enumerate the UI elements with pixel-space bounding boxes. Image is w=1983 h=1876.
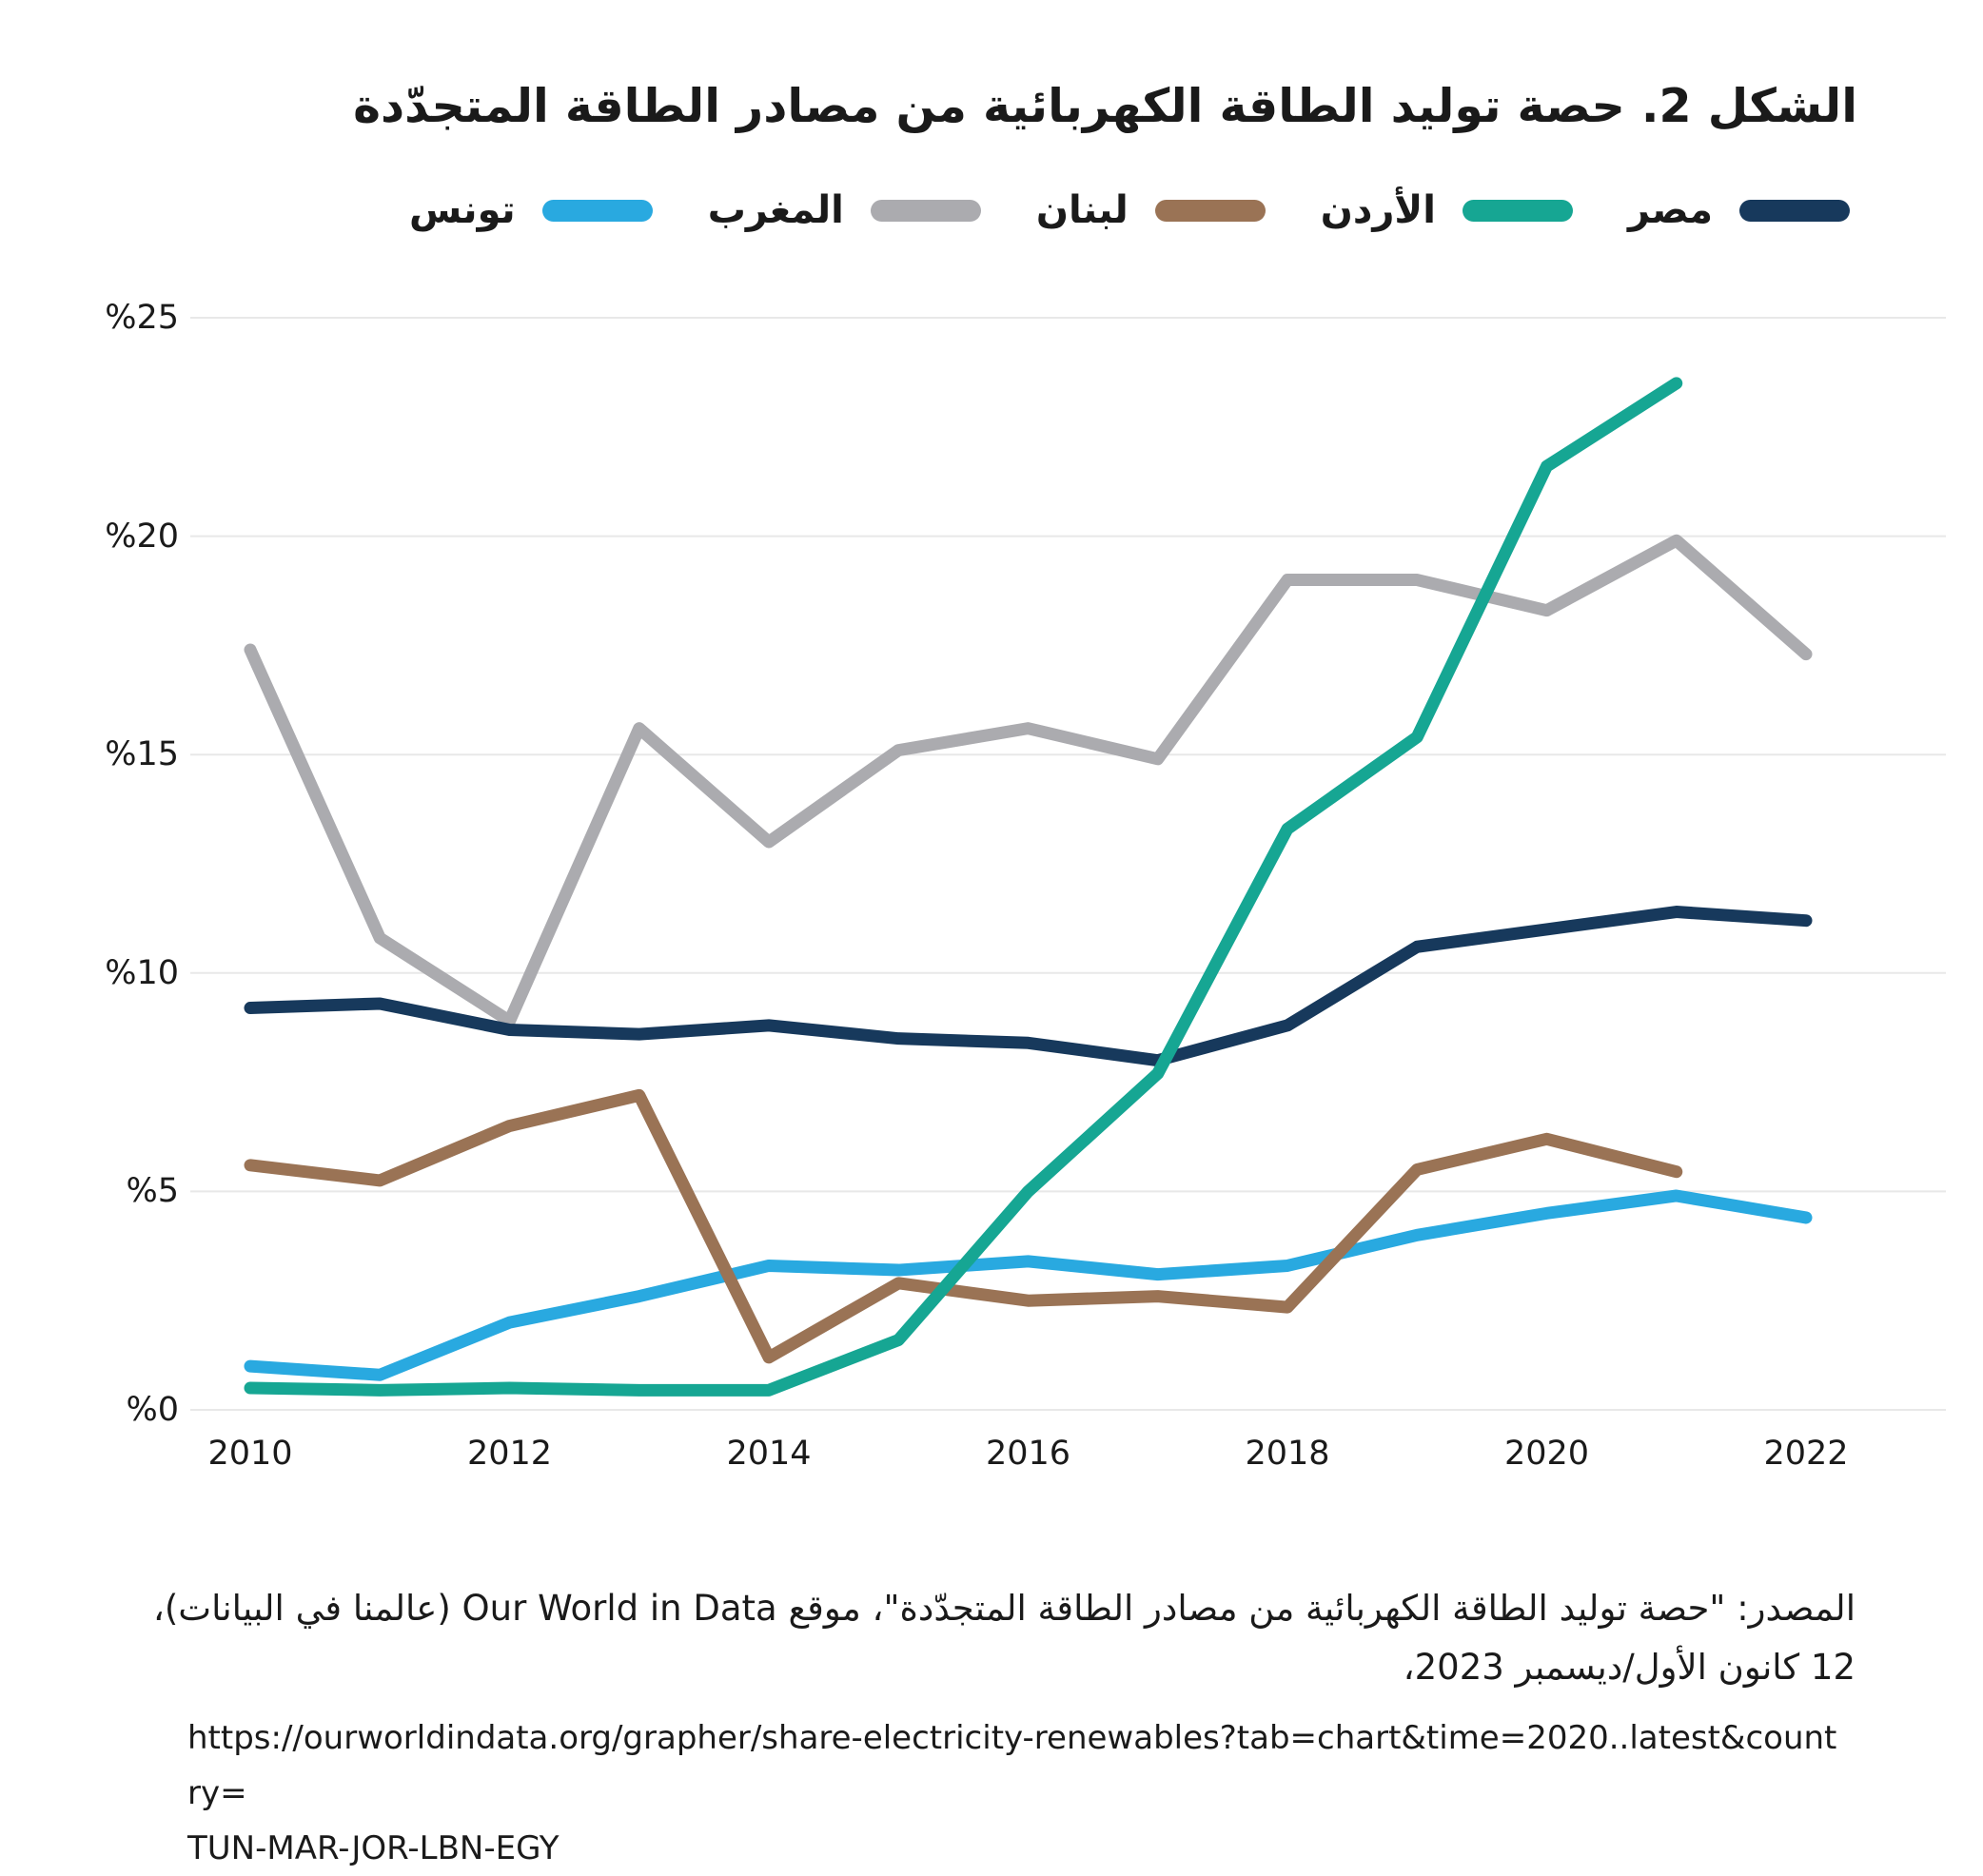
source-url-link[interactable] bbox=[187, 1710, 1840, 1876]
y-tick-25: %25 bbox=[105, 299, 179, 337]
source-url-line-1[interactable]: https://ourworldindata.org/grapher/share-electricity-renewables?tab=chart&time=2020..latest&country= bbox=[187, 1719, 1837, 1812]
legend-label-egypt: مصر bbox=[1627, 188, 1713, 232]
source-note bbox=[143, 1579, 1855, 1697]
page-title: الشكل 2. حصة توليد الطاقة الكهربائية من مصادر الطاقة المتجدّدة bbox=[353, 78, 1857, 133]
x-tick-2018: 2018 bbox=[1245, 1435, 1330, 1473]
source-line-1: المصدر: "حصة توليد الطاقة الكهربائية من مصادر الطاقة المتجدّدة"، موقع Our World in Data (عالمنا في البيانات)، bbox=[152, 1588, 1855, 1629]
x-tick-2012: 2012 bbox=[466, 1435, 553, 1473]
line-egypt bbox=[250, 912, 1806, 1061]
x-tick-2010: 2010 bbox=[207, 1435, 293, 1473]
y-tick-20: %20 bbox=[105, 517, 179, 556]
x-tick-2016: 2016 bbox=[985, 1435, 1071, 1473]
legend-label-tunisia: تونس bbox=[409, 188, 516, 232]
line-jordan bbox=[250, 383, 1677, 1390]
source-line-2: 12 كانون الأول/ديسمبر 2023، bbox=[1403, 1647, 1855, 1688]
legend-label-lebanon: لبنان bbox=[1035, 188, 1129, 232]
y-tick-10: %10 bbox=[105, 953, 179, 992]
y-tick-15: %15 bbox=[105, 735, 179, 774]
line-morocco bbox=[250, 540, 1806, 1021]
y-tick-5: %5 bbox=[126, 1172, 179, 1211]
legend-label-morocco: المغرب bbox=[707, 188, 844, 232]
line-tunisia bbox=[250, 1196, 1806, 1375]
x-tick-2014: 2014 bbox=[726, 1435, 812, 1473]
x-tick-2020: 2020 bbox=[1503, 1435, 1590, 1473]
x-tick-2022: 2022 bbox=[1763, 1435, 1849, 1473]
source-url-line-2[interactable]: TUN-MAR-JOR-LBN-EGY bbox=[187, 1829, 560, 1867]
y-tick-0: %0 bbox=[126, 1391, 179, 1429]
legend-label-jordan: الأردن bbox=[1320, 188, 1436, 232]
